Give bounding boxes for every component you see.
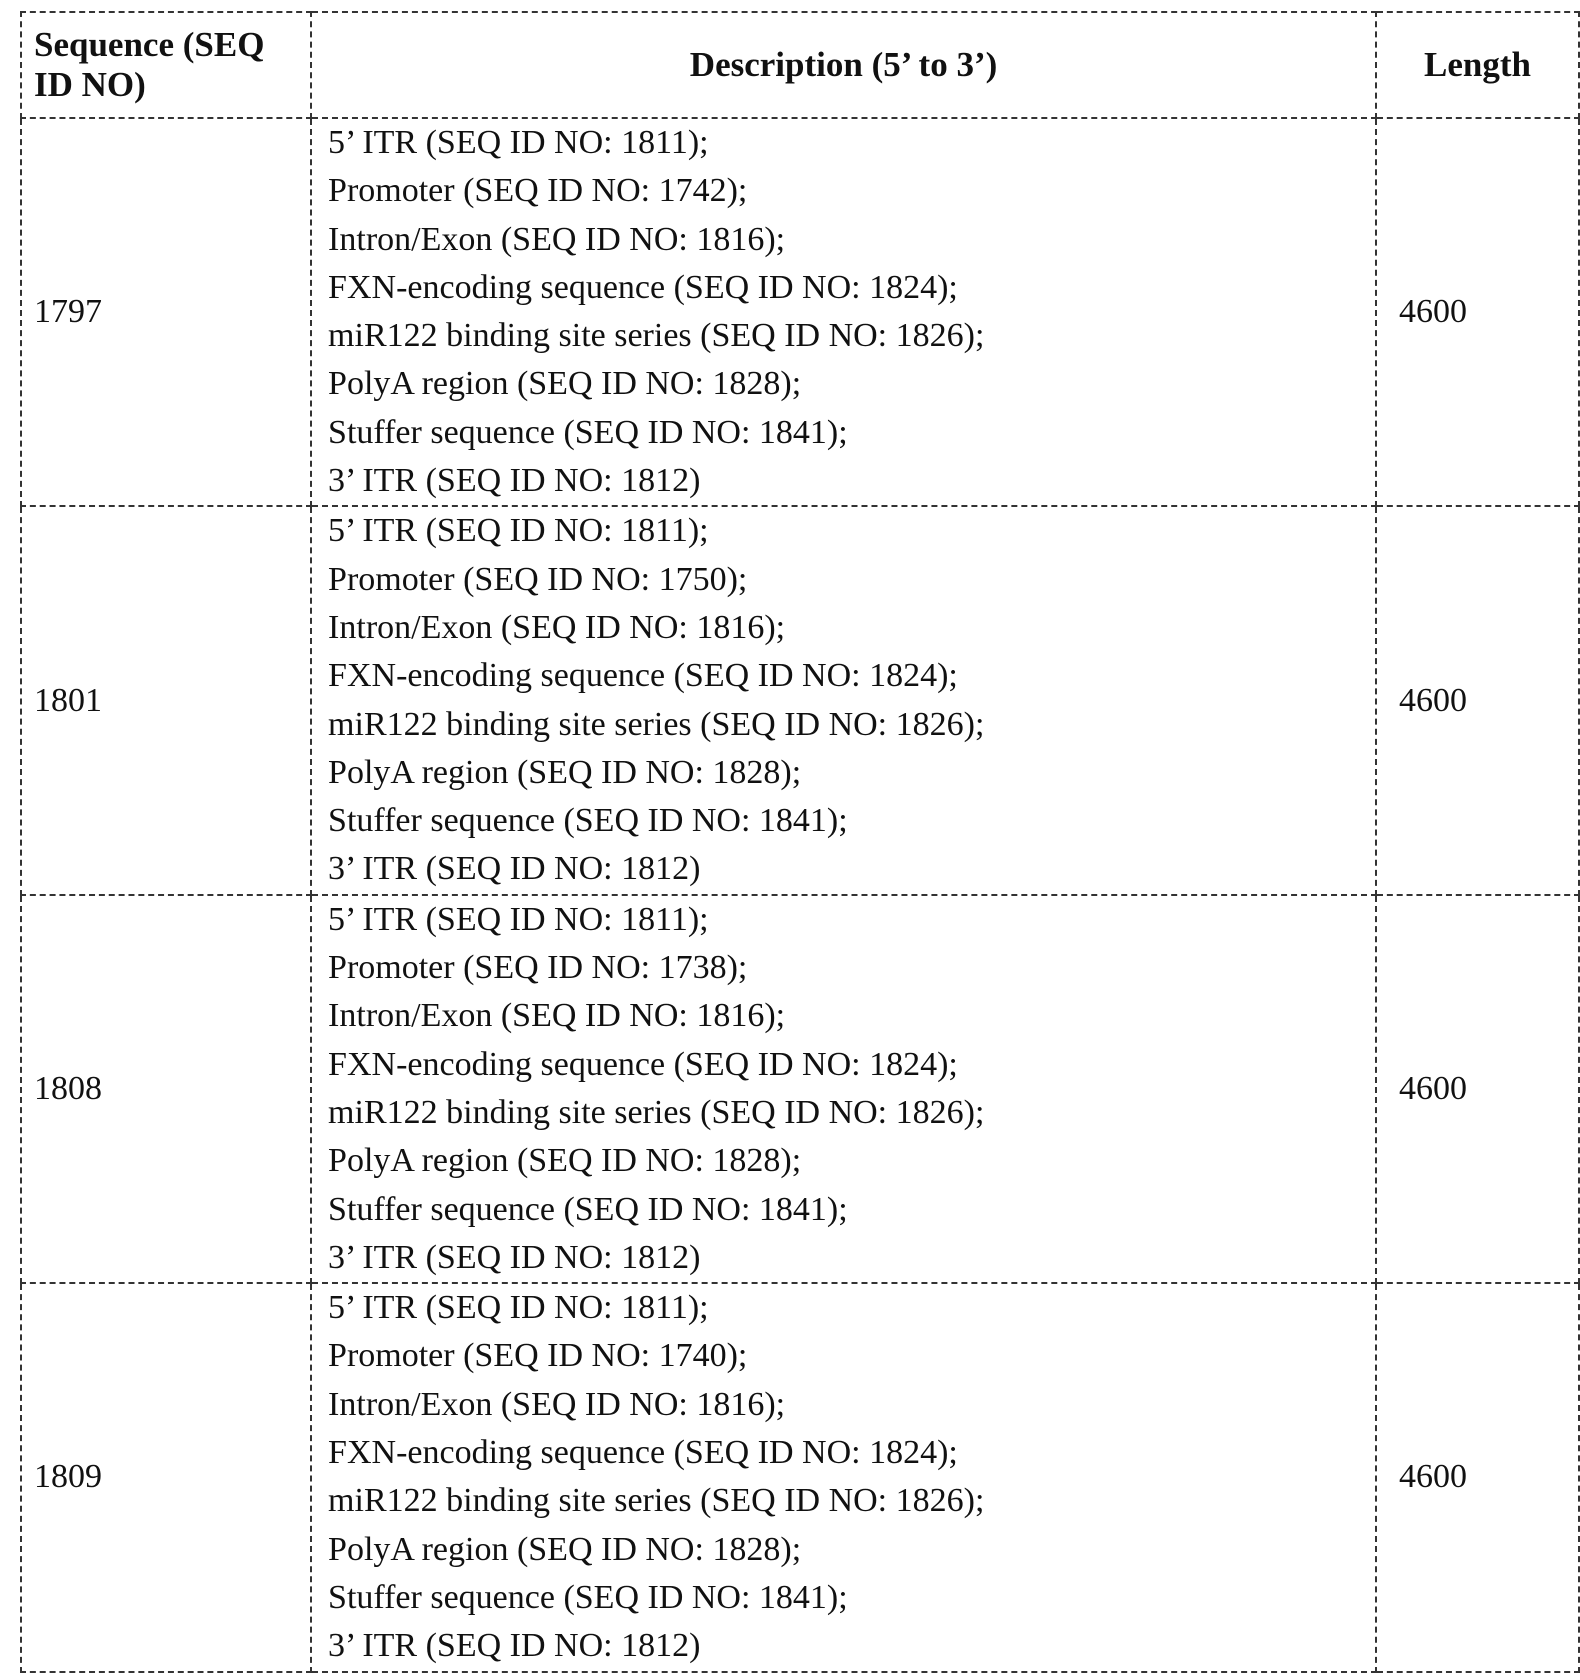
length-cell: 4600 bbox=[1376, 118, 1579, 506]
description-line: Intron/Exon (SEQ ID NO: 1816); bbox=[328, 220, 786, 258]
description-line: Stuffer sequence (SEQ ID NO: 1841); bbox=[328, 802, 848, 840]
description-line: 5’ ITR (SEQ ID NO: 1811); bbox=[328, 512, 709, 550]
description-line: 3’ ITR (SEQ ID NO: 1812) bbox=[328, 1238, 701, 1276]
header-length: Length bbox=[1376, 12, 1579, 118]
description-cell bbox=[311, 118, 1376, 506]
description-line: miR122 binding site series (SEQ ID NO: 1826); bbox=[328, 1482, 985, 1520]
header-row bbox=[21, 12, 1579, 118]
description-line: Intron/Exon (SEQ ID NO: 1816); bbox=[328, 997, 786, 1035]
description-line: Stuffer sequence (SEQ ID NO: 1841); bbox=[328, 1190, 848, 1228]
header-sequence bbox=[21, 12, 311, 118]
description-line: PolyA region (SEQ ID NO: 1828); bbox=[328, 1142, 802, 1180]
table-row bbox=[21, 895, 1579, 1283]
description-line: Stuffer sequence (SEQ ID NO: 1841); bbox=[328, 413, 848, 451]
description-line: PolyA region (SEQ ID NO: 1828); bbox=[328, 753, 802, 791]
description-line: PolyA region (SEQ ID NO: 1828); bbox=[328, 365, 802, 403]
description-line: Intron/Exon (SEQ ID NO: 1816); bbox=[328, 1385, 786, 1423]
table-row bbox=[21, 506, 1579, 894]
length-cell: 4600 bbox=[1376, 1283, 1579, 1671]
description-line: 5’ ITR (SEQ ID NO: 1811); bbox=[328, 1289, 709, 1327]
description-line: 3’ ITR (SEQ ID NO: 1812) bbox=[328, 462, 701, 500]
length-cell: 4600 bbox=[1376, 895, 1579, 1283]
description-cell bbox=[311, 895, 1376, 1283]
description-cell bbox=[311, 1283, 1376, 1671]
description-line: 5’ ITR (SEQ ID NO: 1811); bbox=[328, 124, 709, 161]
sequence-table bbox=[20, 11, 1580, 1673]
description-line: PolyA region (SEQ ID NO: 1828); bbox=[328, 1530, 802, 1568]
table-row bbox=[21, 118, 1579, 506]
sequence-cell: 1801 bbox=[21, 506, 311, 894]
description-line: 3’ ITR (SEQ ID NO: 1812) bbox=[328, 1627, 701, 1665]
description-line: FXN-encoding sequence (SEQ ID NO: 1824); bbox=[328, 268, 958, 306]
description-line: FXN-encoding sequence (SEQ ID NO: 1824); bbox=[328, 1045, 958, 1083]
sequence-cell: 1808 bbox=[21, 895, 311, 1283]
sequence-cell: 1809 bbox=[21, 1283, 311, 1671]
header-description: Description (5’ to 3’) bbox=[311, 12, 1376, 118]
description-line: Promoter (SEQ ID NO: 1738); bbox=[328, 949, 748, 987]
description-line: FXN-encoding sequence (SEQ ID NO: 1824); bbox=[328, 1434, 958, 1472]
header-sequence-label: Sequence (SEQ ID NO) bbox=[34, 25, 265, 104]
description-cell bbox=[311, 506, 1376, 894]
description-line: Promoter (SEQ ID NO: 1750); bbox=[328, 560, 748, 598]
description-line: miR122 binding site series (SEQ ID NO: 1826); bbox=[328, 705, 985, 743]
description-line: miR122 binding site series (SEQ ID NO: 1826); bbox=[328, 317, 985, 355]
description-line: Promoter (SEQ ID NO: 1742); bbox=[328, 172, 748, 210]
description-line: 5’ ITR (SEQ ID NO: 1811); bbox=[328, 900, 709, 938]
description-line: Promoter (SEQ ID NO: 1740); bbox=[328, 1337, 748, 1375]
description-line: 3’ ITR (SEQ ID NO: 1812) bbox=[328, 850, 701, 888]
table-row bbox=[21, 1283, 1579, 1671]
length-cell: 4600 bbox=[1376, 506, 1579, 894]
description-line: Stuffer sequence (SEQ ID NO: 1841); bbox=[328, 1578, 848, 1616]
description-line: Intron/Exon (SEQ ID NO: 1816); bbox=[328, 608, 786, 646]
description-line: miR122 binding site series (SEQ ID NO: 1826); bbox=[328, 1093, 985, 1131]
sequence-cell: 1797 bbox=[21, 118, 311, 506]
description-line: FXN-encoding sequence (SEQ ID NO: 1824); bbox=[328, 657, 958, 695]
